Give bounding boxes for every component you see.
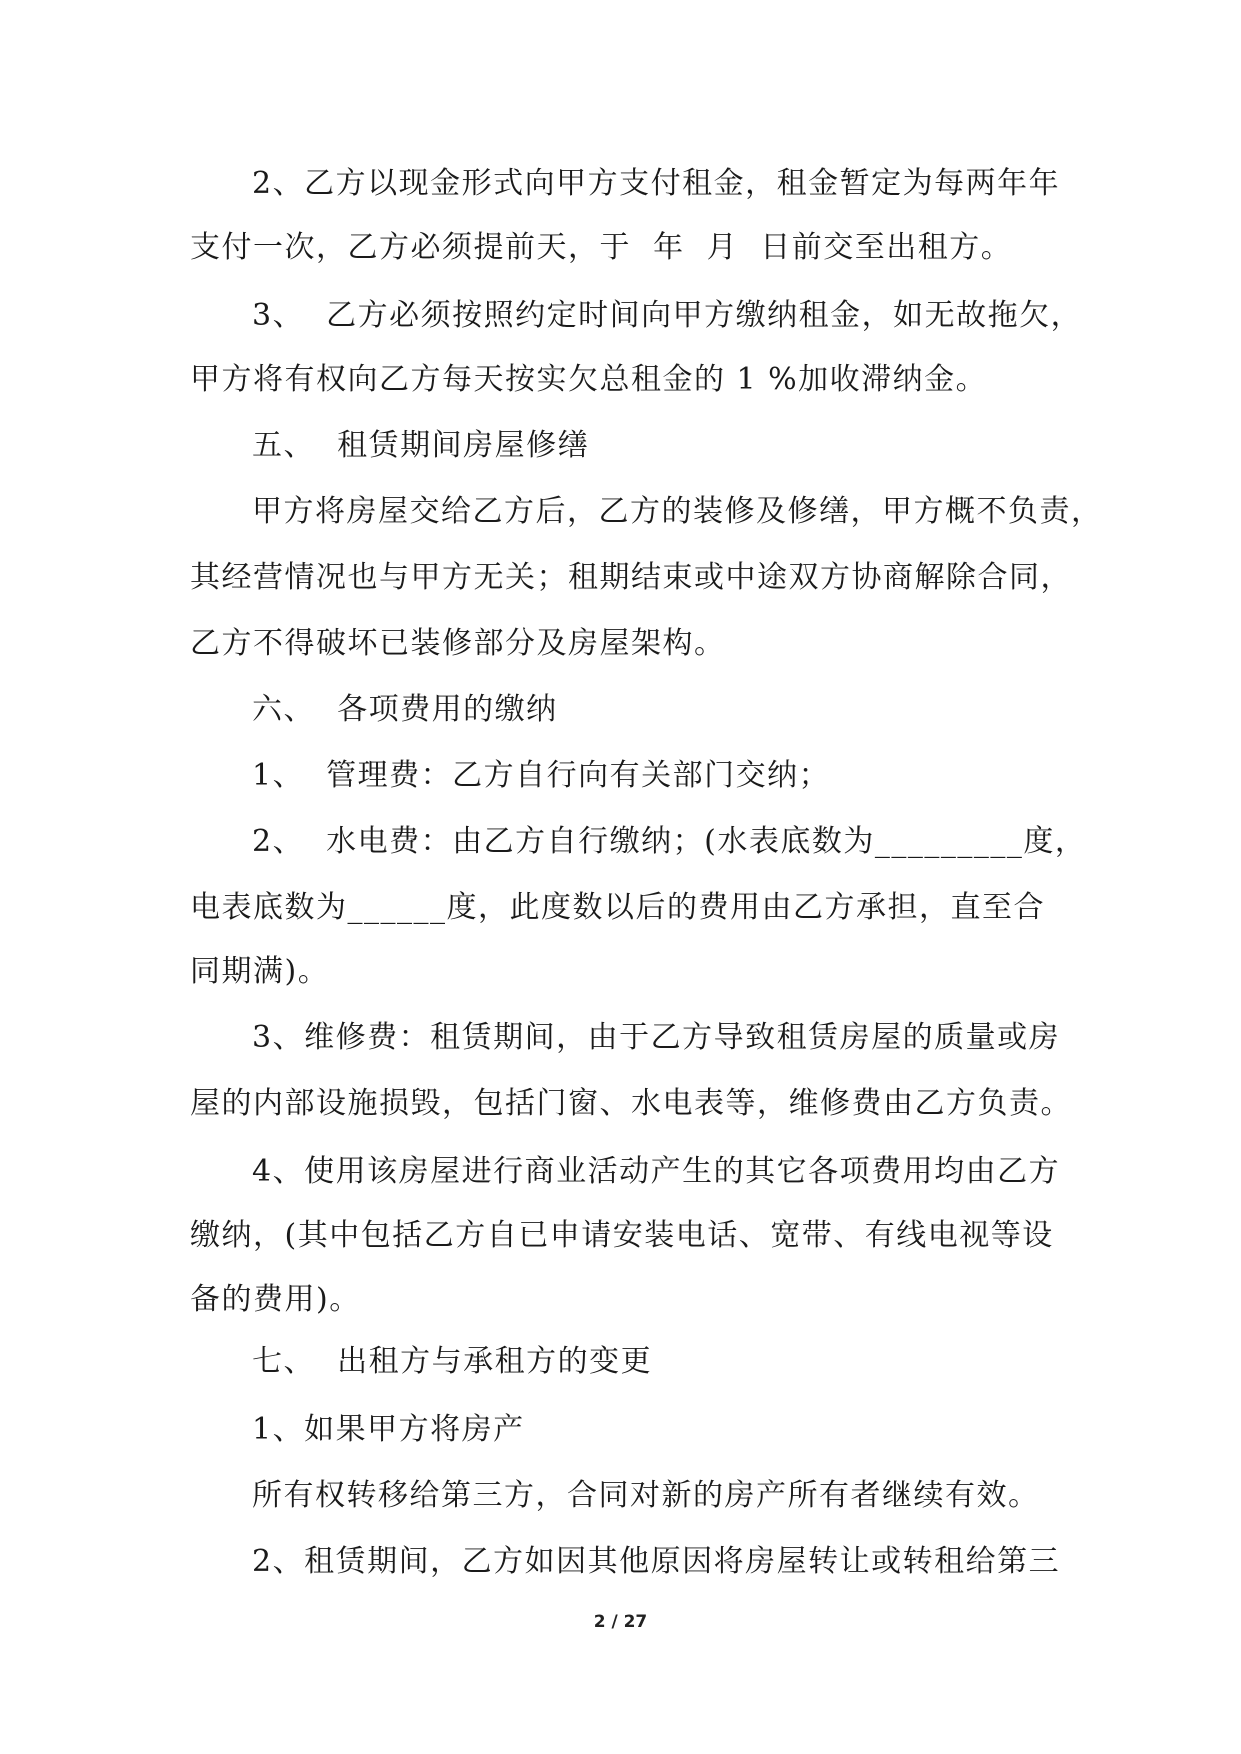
text-line: 3、 乙方必须按照约定时间向甲方缴纳租金，如无故拖欠，: [252, 298, 1083, 333]
text-line: 缴纳，(其中包括乙方自已申请安装电话、宽带、有线电视等设: [190, 1218, 1054, 1253]
section-heading: 六、 各项费用的缴纳: [252, 692, 558, 727]
text-line: 2、乙方以现金形式向甲方支付租金，租金暂定为每两年年: [252, 166, 1061, 201]
text-line: 乙方不得破坏已装修部分及房屋架构。: [190, 626, 726, 661]
page-number: 2 / 27: [593, 1612, 648, 1632]
text-line: 1、 管理费：乙方自行向有关部门交纳；: [252, 758, 831, 793]
text-line: 甲方将房屋交给乙方后，乙方的装修及修缮，甲方概不负责，: [252, 494, 1103, 529]
text-line: 所有权转移给第三方，合同对新的房产所有者继续有效。: [252, 1478, 1040, 1513]
text-line: 2、 水电费：由乙方自行缴纳；(水表底数为_________度，: [252, 824, 1087, 859]
text-line: 1、如果甲方将房产: [252, 1412, 525, 1447]
section-heading: 五、 租赁期间房屋修缮: [252, 428, 590, 463]
text-line: 屋的内部设施损毁，包括门窗、水电表等，维修费由乙方负责。: [190, 1086, 1072, 1121]
text-line: 4、使用该房屋进行商业活动产生的其它各项费用均由乙方: [252, 1154, 1061, 1189]
text-line: 支付一次，乙方必须提前天，于 年 月 日前交至出租方。: [190, 230, 1013, 265]
text-line: 同期满)。: [190, 954, 330, 989]
text-line: 备的费用)。: [190, 1282, 361, 1317]
text-line: 2、租赁期间，乙方如因其他原因将房屋转让或转租给第三: [252, 1544, 1061, 1579]
text-line: 其经营情况也与甲方无关；租期结束或中途双方协商解除合同，: [190, 560, 1072, 595]
text-line: 电表底数为______度，此度数以后的费用由乙方承担，直至合: [190, 890, 1045, 925]
text-line: 3、维修费：租赁期间，由于乙方导致租赁房屋的质量或房: [252, 1020, 1061, 1055]
text-line: 甲方将有权向乙方每天按实欠总租金的 1 %加收滞纳金。: [190, 362, 988, 397]
section-heading: 七、 出租方与承租方的变更: [252, 1344, 653, 1379]
